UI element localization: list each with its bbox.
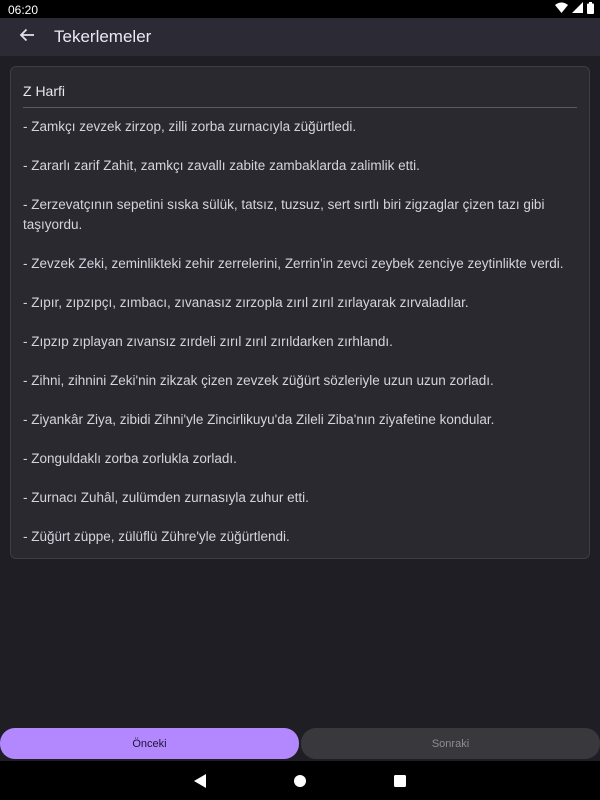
- status-icons: [555, 3, 594, 15]
- list-item: - Zonguldaklı zorba zorlukla zorladı.: [23, 450, 237, 466]
- tongue-twister-list: [23, 117, 577, 546]
- list-item: - Ziyankâr Ziya, zibidi Zihni'yle Zincirlikuyu'da Zileli Ziba'nın ziyafetine kondular.: [23, 411, 495, 427]
- nav-recents-icon[interactable]: [390, 771, 410, 791]
- tongue-twister-card: [10, 66, 590, 559]
- app-bar: [0, 18, 600, 56]
- next-button[interactable]: Sonraki: [301, 728, 600, 759]
- list-item: - Zıpzıp zıplayan zıvansız zırdeli zırıl zırıl zırıldarken zırhlandı.: [23, 333, 393, 349]
- list-item: - Zevzek Zeki, zeminlikteki zehir zerrelerini, Zerrin'in zevci zeybek zenciye zeytinlikte verdi.: [23, 255, 564, 271]
- list-item: - Zurnacı Zuhâl, zulümden zurnasıyla zuhur etti.: [23, 489, 309, 505]
- nav-home-icon[interactable]: [290, 771, 310, 791]
- arrow-back-icon: [19, 27, 35, 48]
- list-item: - Zihni, zihnini Zeki'nin zikzak çizen zevzek züğürt sözleriyle uzun uzun zorladı.: [23, 372, 494, 388]
- wifi-icon: [555, 2, 568, 16]
- status-bar: [0, 0, 600, 18]
- list-item: - Zamkçı zevzek zirzop, zilli zorba zurnacıyla züğürtledi.: [23, 119, 357, 134]
- status-time: 06:20: [8, 3, 39, 17]
- list-item: - Zıpır, zıpzıpçı, zımbacı, zıvanasız zırzopla zırıl zırıl zırlayarak zırvaladılar.: [23, 294, 469, 310]
- card-title: Z Harfi: [23, 83, 65, 99]
- list-item: - Zararlı zarif Zahit, zamkçı zavallı zabite zambaklarda zalimlik etti.: [23, 158, 420, 173]
- back-button[interactable]: [0, 18, 54, 56]
- list-item: - Zerzevatçının sepetini sıska sülük, tatsız, tuzsuz, sert sırtlı biri zigzaglar çizen tazı gibi taşıyordu.: [23, 197, 545, 232]
- previous-button[interactable]: Önceki: [0, 728, 299, 759]
- battery-icon: [587, 2, 594, 17]
- card-divider: [23, 107, 577, 108]
- list-item: - Züğürt züppe, zülüflü Zühre'yle züğürtlendi.: [23, 528, 290, 544]
- signal-icon: [572, 2, 583, 16]
- system-nav-bar: [0, 761, 600, 800]
- page-title: Tekerlemeler: [54, 27, 152, 46]
- nav-back-icon[interactable]: [190, 771, 210, 791]
